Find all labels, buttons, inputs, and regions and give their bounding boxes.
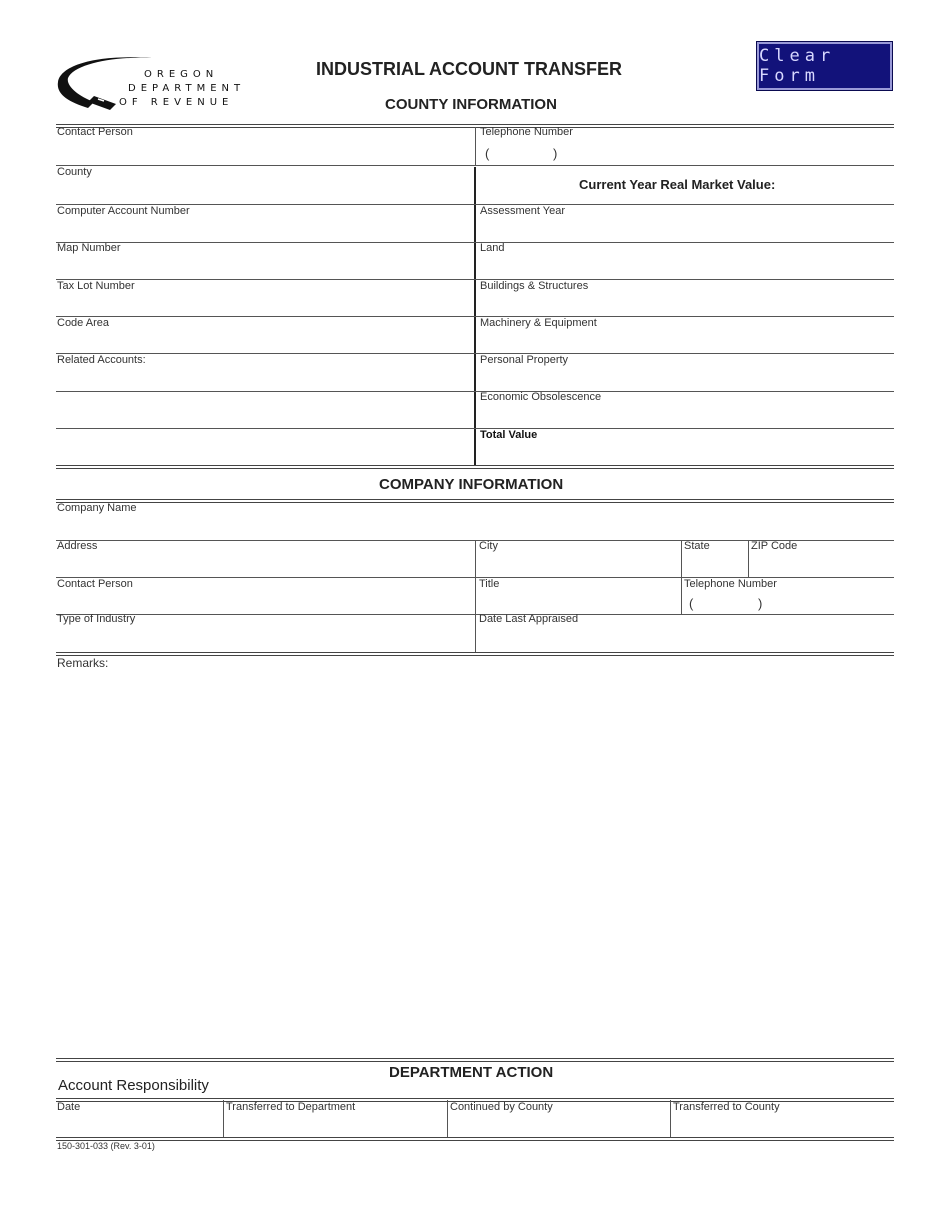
odr-logo (54, 52, 246, 114)
county-info-heading: COUNTY INFORMATION (385, 96, 557, 113)
machinery-label: Machinery & Equipment (480, 317, 597, 329)
dept-divider-1 (223, 1100, 224, 1137)
row-rule (56, 279, 894, 280)
dept-date-field[interactable] (56, 1114, 222, 1136)
date-last-appraised-field[interactable] (477, 626, 894, 651)
state-label: State (684, 540, 710, 552)
personal-property-label: Personal Property (480, 354, 569, 366)
city-field[interactable] (477, 553, 680, 577)
company-divider-1 (475, 540, 476, 652)
county-contact-person-label: Contact Person (57, 126, 133, 138)
row-rule (56, 614, 894, 615)
land-field[interactable] (477, 255, 894, 279)
company-phone-close-paren: ) (758, 596, 763, 611)
company-telephone-field[interactable] (683, 591, 894, 614)
department-bottom-rule (56, 1137, 894, 1141)
county-label: County (57, 166, 92, 178)
county-phone-close-paren: ) (553, 146, 558, 161)
company-contact-field[interactable] (56, 591, 474, 614)
company-name-field[interactable] (56, 515, 894, 539)
row-rule (56, 165, 894, 166)
company-contact-label: Contact Person (57, 578, 133, 590)
county-phone-open-paren: ( (485, 146, 490, 161)
transferred-dept-field[interactable] (225, 1114, 446, 1136)
account-responsibility-label: Account Responsibility (58, 1077, 209, 1094)
company-telephone-label: Telephone Number (684, 578, 777, 590)
logo-line-oregon: OREGON (144, 69, 219, 80)
county-bottom-rule (56, 465, 894, 469)
tax-lot-label: Tax Lot Number (57, 280, 135, 292)
title-field[interactable] (477, 591, 680, 614)
machinery-field[interactable] (477, 330, 894, 353)
map-number-field[interactable] (56, 255, 472, 279)
company-divider-3 (748, 540, 749, 577)
city-label: City (479, 540, 498, 552)
related-account-3-field[interactable] (56, 429, 472, 464)
company-name-label: Company Name (57, 502, 137, 514)
dept-divider-2 (447, 1100, 448, 1137)
company-phone-open-paren: ( (689, 596, 694, 611)
logo-line-department: DEPARTMENT (128, 83, 246, 94)
economic-obsolescence-field[interactable] (477, 404, 894, 427)
transferred-dept-label: Transferred to Department (226, 1101, 356, 1113)
type-of-industry-field[interactable] (56, 626, 474, 651)
department-action-heading: DEPARTMENT ACTION (389, 1064, 554, 1081)
land-label: Land (480, 242, 505, 254)
computer-account-label: Computer Account Number (57, 205, 190, 217)
company-top-rule (56, 499, 894, 503)
row-rule (56, 316, 894, 317)
computer-account-field[interactable] (56, 218, 472, 242)
form-number: 150-301-033 (Rev. 3-01) (57, 1141, 155, 1151)
county-telephone-label: Telephone Number (480, 126, 573, 138)
continued-county-label: Continued by County (450, 1101, 553, 1113)
state-field[interactable] (683, 553, 747, 577)
county-field[interactable] (56, 178, 474, 204)
continued-county-field[interactable] (449, 1114, 670, 1136)
remarks-label: Remarks: (57, 656, 109, 670)
dept-divider-3 (670, 1100, 671, 1137)
clear-form-button[interactable]: Clear Form (757, 42, 892, 90)
county-telephone-field[interactable] (476, 139, 894, 164)
remarks-field[interactable] (56, 672, 894, 1052)
address-label: Address (57, 540, 98, 552)
total-value-field[interactable] (477, 442, 894, 464)
related-account-1-field[interactable] (56, 367, 472, 390)
company-info-heading: COMPANY INFORMATION (379, 476, 564, 493)
company-bottom-rule (56, 652, 894, 656)
personal-property-field[interactable] (477, 367, 894, 390)
county-top-divider (475, 127, 476, 165)
assessment-year-label: Assessment Year (480, 205, 565, 217)
department-top-rule (56, 1058, 894, 1062)
related-accounts-label: Related Accounts: (57, 354, 146, 366)
economic-obsolescence-label: Economic Obsolescence (480, 391, 602, 403)
row-rule (56, 353, 894, 354)
tax-lot-field[interactable] (56, 293, 472, 316)
title-label: Title (479, 578, 500, 590)
assessment-year-field[interactable] (477, 218, 894, 242)
dept-date-label: Date (57, 1101, 81, 1113)
zip-field[interactable] (750, 553, 894, 577)
form-title: INDUSTRIAL ACCOUNT TRANSFER (316, 59, 622, 79)
logo-line-of-revenue: OF REVENUE (119, 97, 234, 108)
county-contact-person-field[interactable] (56, 139, 474, 164)
map-number-label: Map Number (57, 242, 121, 254)
address-field[interactable] (56, 553, 474, 577)
buildings-label: Buildings & Structures (480, 280, 589, 292)
code-area-field[interactable] (56, 330, 472, 353)
transferred-county-label: Transferred to County (673, 1101, 780, 1113)
type-of-industry-label: Type of Industry (57, 613, 136, 625)
code-area-label: Code Area (57, 317, 109, 329)
row-rule (56, 242, 894, 243)
transferred-county-field[interactable] (672, 1114, 894, 1136)
date-last-appraised-label: Date Last Appraised (479, 613, 579, 625)
buildings-field[interactable] (477, 293, 894, 316)
total-value-label: Total Value (480, 429, 538, 441)
rmv-heading: Current Year Real Market Value: (579, 177, 776, 192)
related-account-2-field[interactable] (56, 392, 472, 427)
zip-label: ZIP Code (751, 540, 798, 552)
